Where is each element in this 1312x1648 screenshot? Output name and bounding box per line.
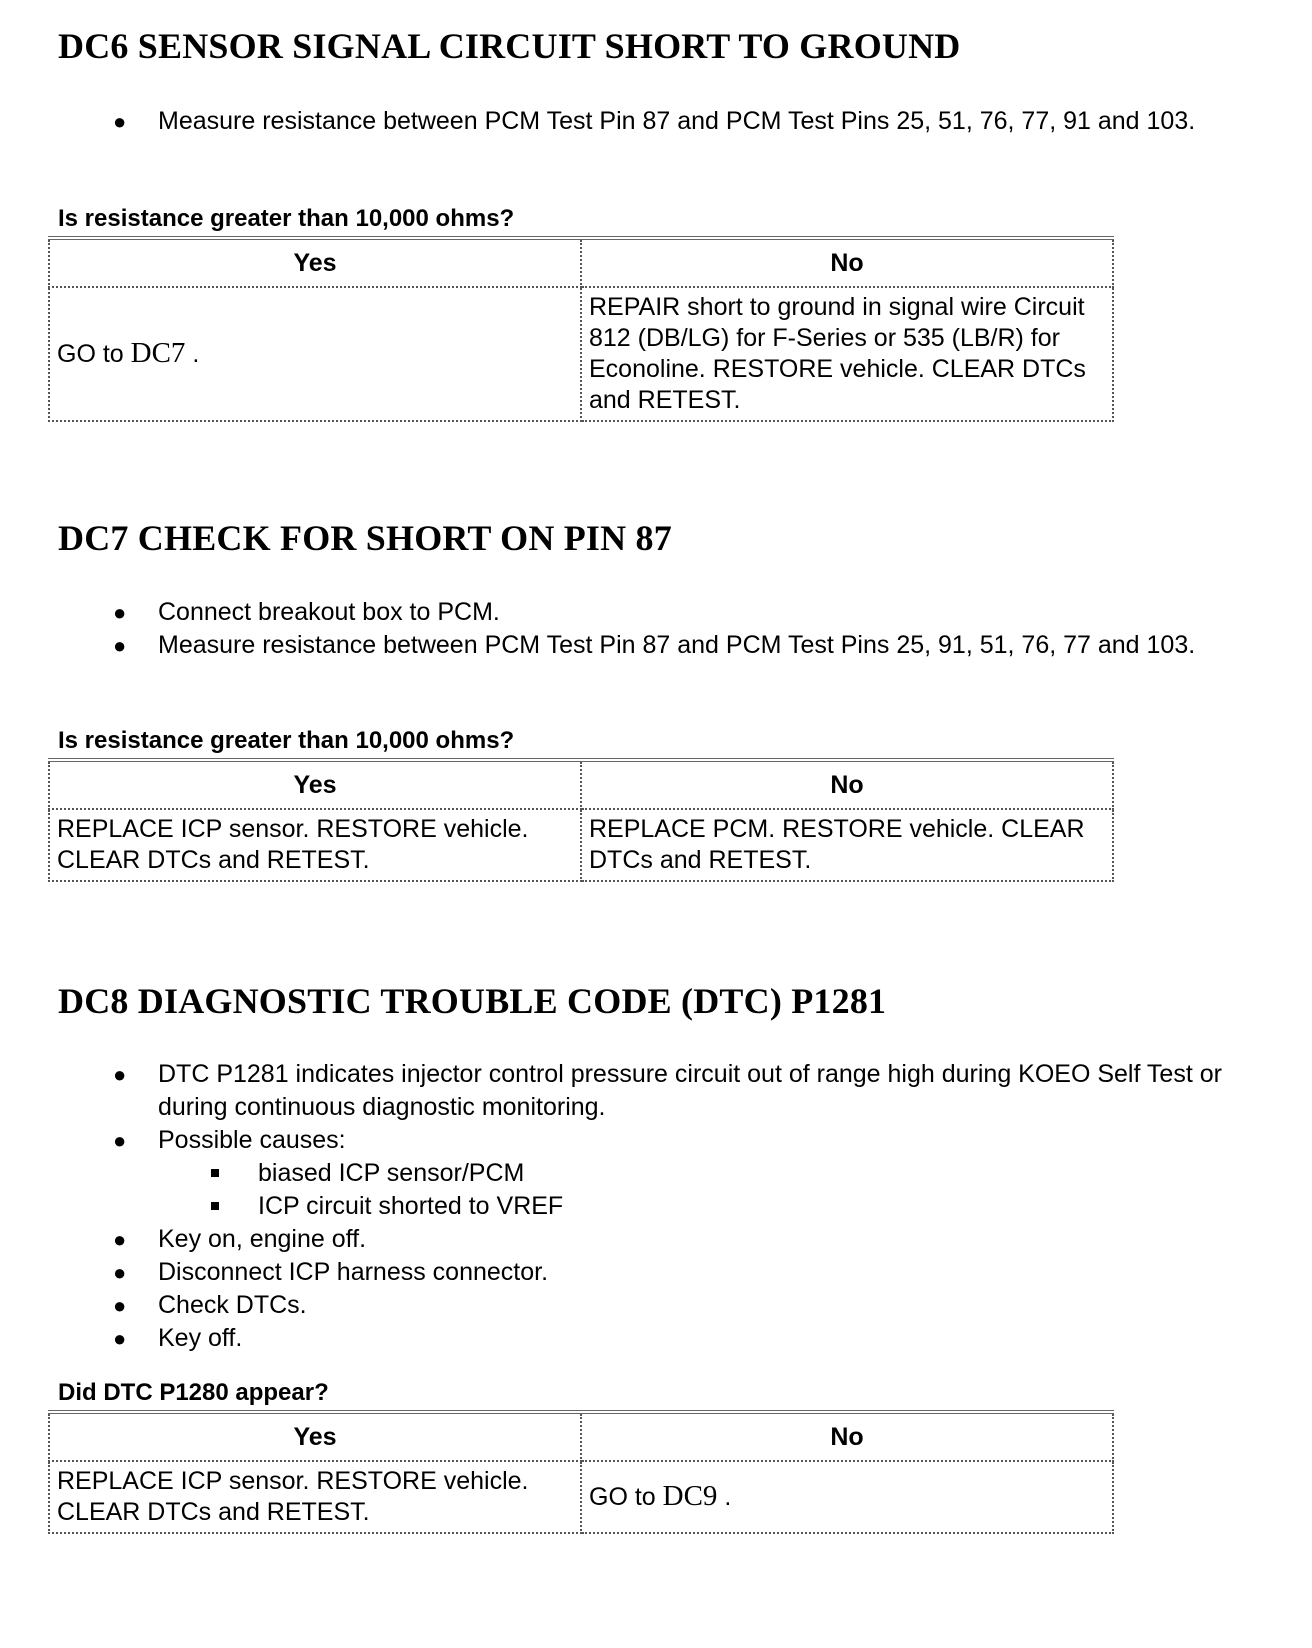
bullet-list: [58, 1058, 1268, 1355]
section-heading: DC8 DIAGNOSTIC TROUBLE CODE (DTC) P1281: [58, 981, 887, 1021]
decision-table: [48, 758, 1114, 882]
section-heading: DC6 SENSOR SIGNAL CIRCUIT SHORT TO GROUND: [58, 26, 961, 66]
no-header: No: [581, 1412, 1113, 1461]
bullet-list: [58, 105, 1268, 138]
no-header: No: [581, 760, 1113, 809]
section-dc8: [58, 981, 1268, 1021]
yes-header: Yes: [49, 760, 581, 809]
square-bullet-icon: [211, 1202, 219, 1210]
decision-table: [48, 236, 1114, 422]
section-dc6-question: [58, 205, 1268, 233]
section-heading: DC7 CHECK FOR SHORT ON PIN 87: [58, 518, 672, 558]
sub-list-item: biased ICP sensor/PCM: [158, 1157, 1268, 1190]
bullet-icon: ●: [113, 1260, 127, 1285]
no-header: No: [581, 238, 1113, 287]
square-bullet-icon: [211, 1169, 219, 1177]
list-item: ● Check DTCs.: [58, 1289, 1268, 1322]
no-cell: REPLACE PCM. RESTORE vehicle. CLEAR DTCs and RETEST.: [581, 809, 1113, 881]
list-item: ● Key off.: [58, 1322, 1268, 1355]
procedure-link[interactable]: DC9: [662, 1480, 718, 1512]
section-dc8-question: [58, 1379, 1268, 1407]
sub-list-item: ICP circuit shorted to VREF: [158, 1190, 1268, 1223]
list-item: ● Connect breakout box to PCM.: [58, 596, 1268, 629]
decision-question: Is resistance greater than 10,000 ohms?: [58, 727, 515, 754]
no-cell: REPAIR short to ground in signal wire Circuit 812 (DB/LG) for F-Series or 535 (LB/R) for Econoline. RESTORE vehicle. CLEAR DTCs and RETEST.: [581, 287, 1113, 421]
bullet-icon: ●: [113, 600, 127, 625]
section-dc6: [58, 26, 1268, 66]
list-item: ● Possible causes: biased ICP sensor/PCM ICP circuit shorted to VREF: [58, 1124, 1268, 1223]
bullet-list: [58, 596, 1268, 662]
decision-question: Is resistance greater than 10,000 ohms?: [58, 205, 515, 232]
bullet-icon: ●: [113, 109, 127, 134]
list-item: ● Measure resistance between PCM Test Pin 87 and PCM Test Pins 25, 91, 51, 76, 77 and 103.: [58, 629, 1268, 662]
yes-cell: GO to DC7 .: [49, 287, 581, 421]
list-item: ● Measure resistance between PCM Test Pin 87 and PCM Test Pins 25, 51, 76, 77, 91 and 103.: [58, 105, 1268, 138]
yes-header: Yes: [49, 1412, 581, 1461]
no-cell: GO to DC9 .: [581, 1461, 1113, 1533]
bullet-icon: ●: [113, 1128, 127, 1153]
yes-cell: REPLACE ICP sensor. RESTORE vehicle. CLEAR DTCs and RETEST.: [49, 809, 581, 881]
decision-table: [48, 1410, 1114, 1534]
bullet-icon: ●: [113, 1062, 127, 1087]
yes-header: Yes: [49, 238, 581, 287]
list-item: ● Key on, engine off.: [58, 1223, 1268, 1256]
section-dc7: [58, 518, 1268, 558]
bullet-icon: ●: [113, 633, 127, 658]
section-dc8-steps: [58, 1058, 1268, 1355]
procedure-link[interactable]: DC7: [130, 337, 186, 369]
list-item: ● Disconnect ICP harness connector.: [58, 1256, 1268, 1289]
yes-cell: REPLACE ICP sensor. RESTORE vehicle. CLEAR DTCs and RETEST.: [49, 1461, 581, 1533]
list-item: ● DTC P1281 indicates injector control pressure circuit out of range high during KOEO Self Test or during continuous diagnostic monitoring.: [113, 1060, 1222, 1121]
bullet-icon: ●: [113, 1326, 127, 1351]
section-dc7-question: [58, 727, 1268, 755]
section-dc6-steps: [58, 105, 1268, 138]
sub-bullet-list: [158, 1157, 1268, 1223]
decision-question: Did DTC P1280 appear?: [58, 1379, 329, 1406]
section-dc7-steps: [58, 596, 1268, 662]
bullet-icon: ●: [113, 1293, 127, 1318]
bullet-icon: ●: [113, 1227, 127, 1252]
